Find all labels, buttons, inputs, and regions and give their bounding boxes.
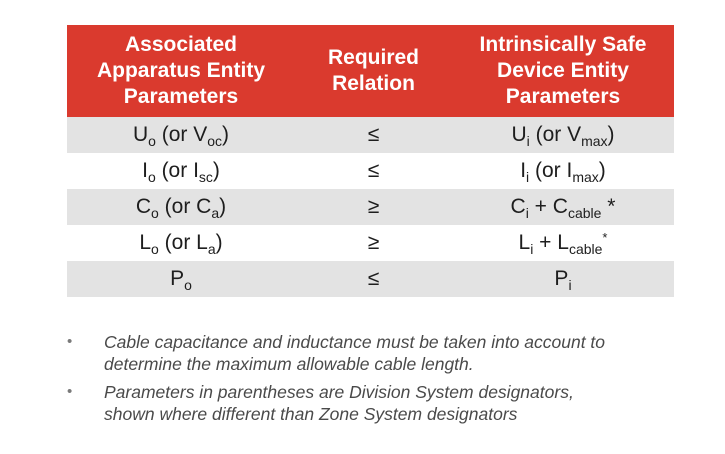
cell-associated-param: $I_o$ (or $I_{sc}$) — [67, 153, 295, 189]
header-line: Parameters — [505, 85, 621, 108]
table-row-voltage — [67, 117, 674, 153]
bullet-icon: • — [67, 383, 73, 400]
entity-parameters-table — [67, 25, 674, 297]
header-line: Required — [327, 46, 419, 69]
table-row-capacitance — [67, 189, 674, 225]
header-is-device — [452, 25, 674, 117]
header-row — [67, 25, 674, 117]
cell-relation: ≤ — [295, 153, 452, 189]
cell-associated-param: $C_o$ (or $C_a$) — [67, 189, 295, 225]
note-line: Parameters in parentheses are Division System designators, — [104, 382, 574, 402]
cell-device-param: $C_i + C_{cable}$ * — [452, 189, 674, 225]
header-line: Intrinsically Safe — [479, 33, 647, 56]
cell-device-param: $I_i$ (or $I_{max}$) — [452, 153, 674, 189]
header-required-relation — [295, 25, 452, 117]
cell-associated-param: $P_o$ — [67, 261, 295, 297]
header-line: Device Entity — [497, 59, 629, 82]
cell-device-param: $L_i + L_{cable}^*$ — [452, 225, 674, 261]
cell-relation: ≤ — [295, 117, 452, 153]
header-line: Apparatus Entity — [96, 59, 266, 82]
header-line: Relation — [332, 72, 415, 95]
header-line: Associated — [124, 33, 238, 56]
bullet-icon: • — [67, 333, 73, 350]
notes-list — [67, 331, 687, 431]
table-row-power — [67, 261, 674, 297]
note-line: determine the maximum allowable cable length. — [104, 354, 474, 374]
note-cable-length — [67, 331, 687, 375]
cell-device-param: $U_i$ (or $V_{max}$) — [452, 117, 674, 153]
cell-relation: ≤ — [295, 261, 452, 297]
cell-device-param: $P_i$ — [452, 261, 674, 297]
note-division-designators — [67, 381, 687, 425]
note-line: Cable capacitance and inductance must be taken into account to — [104, 332, 606, 352]
cell-associated-param: $L_o$ (or $L_a$) — [67, 225, 295, 261]
header-associated-apparatus — [67, 25, 295, 117]
note-line: shown where different than Zone System designators — [104, 404, 518, 424]
table-row-current — [67, 153, 674, 189]
cell-relation: ≥ — [295, 189, 452, 225]
cell-associated-param: $U_o$ (or $V_{oc}$) — [67, 117, 295, 153]
header-line: Parameters — [123, 85, 239, 108]
cell-relation: ≥ — [295, 225, 452, 261]
table-row-inductance — [67, 225, 674, 261]
